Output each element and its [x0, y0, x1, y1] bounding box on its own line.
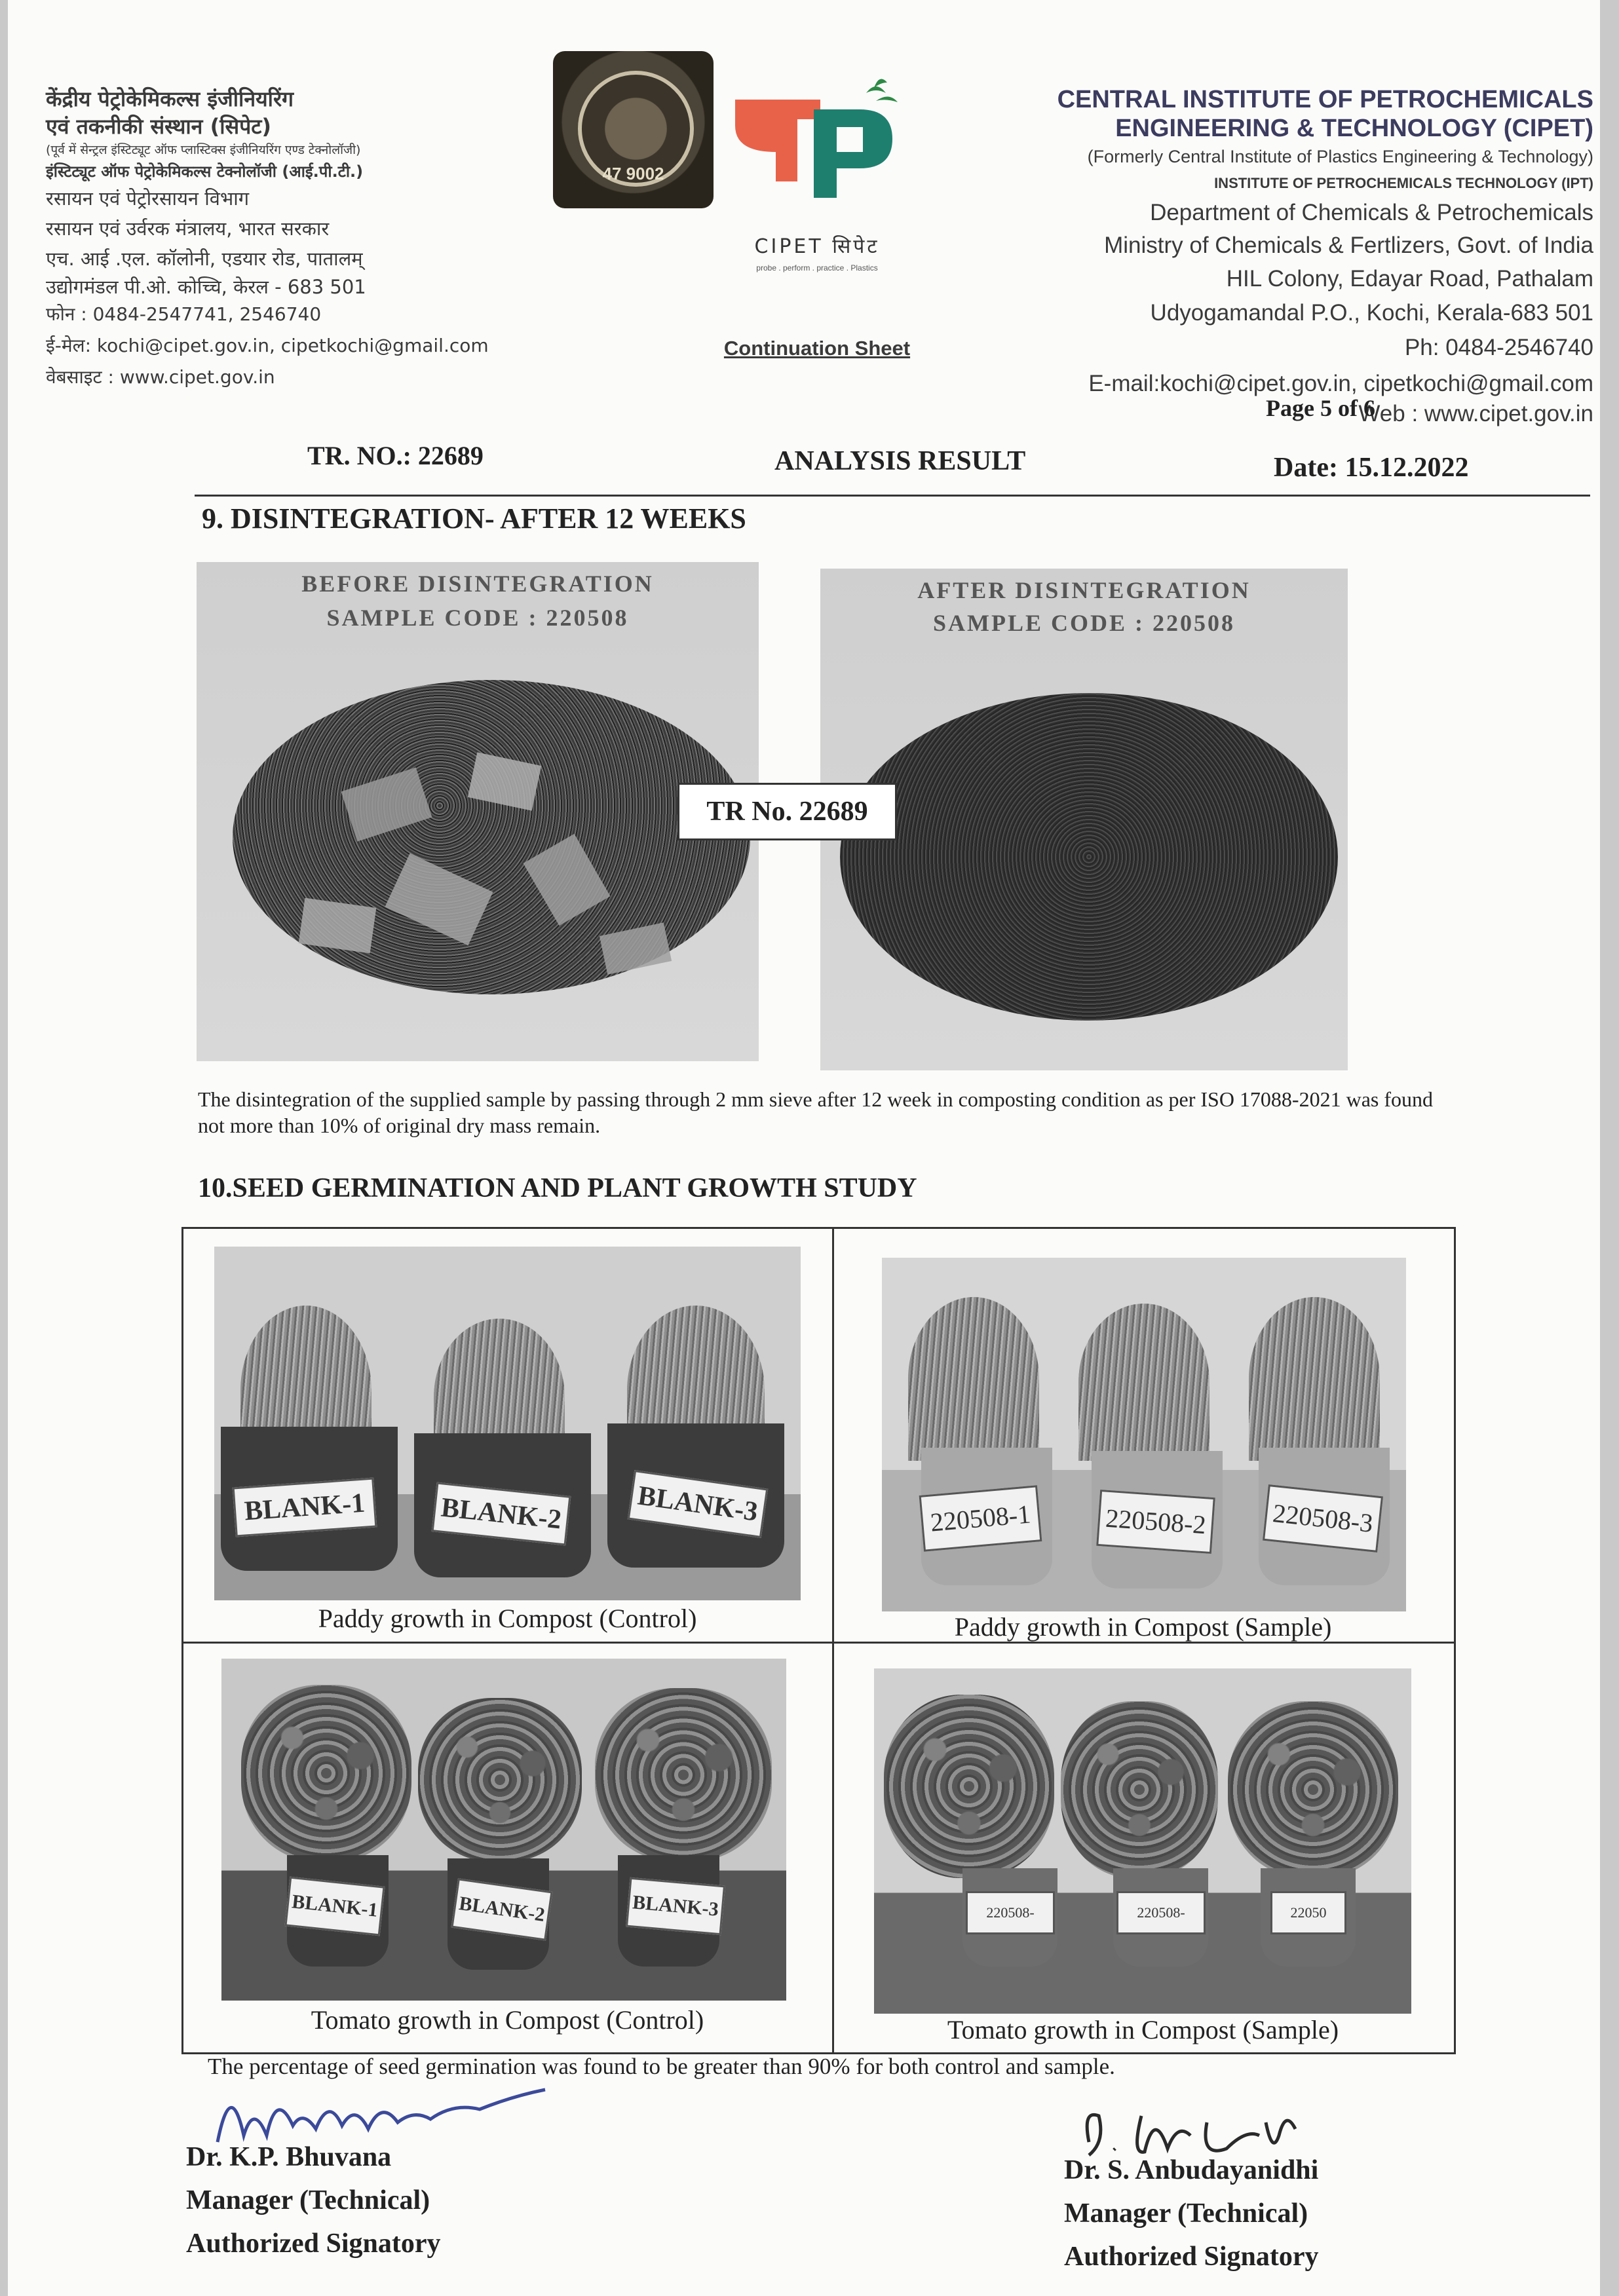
hindi-address-block	[46, 85, 583, 392]
section-9-heading: 9. DISINTEGRATION- AFTER 12 WEEKS	[202, 502, 746, 535]
section-10-heading: 10.SEED GERMINATION AND PLANT GROWTH STUDY	[198, 1173, 917, 1203]
tomato-plant	[884, 1695, 1054, 1878]
pot-label: BLANK-1	[284, 1877, 385, 1936]
signatory-name: Dr. K.P. Bhuvana	[186, 2142, 392, 2172]
hindi-line: एच. आई .एल. कॉलोनी, एडयार रोड, पातालम्	[46, 248, 363, 270]
english-line: CENTRAL INSTITUTE OF PETROCHEMICALS	[1057, 86, 1593, 113]
pot-label: BLANK-3	[626, 1877, 725, 1935]
signatory-role: Manager (Technical)	[1064, 2198, 1308, 2229]
paddy-plants	[908, 1297, 1039, 1461]
tomato-plant	[241, 1685, 411, 1862]
tr-number: TR. NO.: 22689	[307, 441, 484, 470]
hindi-line: ई-मेल: kochi@cipet.gov.in, cipetkochi@gmail.com	[46, 335, 489, 356]
tomato-plant	[418, 1698, 582, 1862]
english-line: ENGINEERING & TECHNOLOGY (CIPET)	[1115, 115, 1593, 142]
english-line: E-mail:kochi@cipet.gov.in, cipetkochi@gmail.com	[1088, 371, 1593, 396]
pot-label: BLANK-1	[233, 1478, 377, 1537]
paddy-control-caption: Paddy growth in Compost (Control)	[318, 1604, 697, 1633]
hologram-text: 47 9002	[602, 164, 664, 183]
tomato-plant	[1228, 1701, 1398, 1878]
signatory-authorization: Authorized Signatory	[186, 2229, 441, 2259]
signatory-name: Dr. S. Anbudayanidhi	[1064, 2155, 1319, 2185]
pot-label: 220508-3	[1263, 1484, 1383, 1553]
english-line: (Formerly Central Institute of Plastics Engineering & Technology)	[1087, 147, 1593, 166]
after-title: AFTER DISINTEGRATION	[917, 577, 1251, 603]
cipet-logo-icon	[722, 73, 912, 204]
pot-label: 220508-2	[1096, 1490, 1215, 1554]
after-code: SAMPLE CODE : 220508	[932, 610, 1235, 636]
signatory-right-block	[1064, 2149, 1319, 2278]
cipet-logo-name: CIPET सिपेट	[754, 235, 880, 258]
tomato-plant	[1061, 1701, 1218, 1878]
english-line: Web : www.cipet.gov.in	[1358, 401, 1593, 426]
disintegration-text: The disintegration of the supplied sample by passing through 2 mm sieve after 12 week in composting condition as per ISO 17088-2021 was found not more than 10% of original dry mass remain.	[198, 1087, 1433, 1137]
analysis-result-title: ANALYSIS RESULT	[774, 446, 1026, 476]
tomato-control-caption: Tomato growth in Compost (Control)	[311, 2005, 704, 2035]
hindi-line: इंस्टिट्यूट ऑफ पेट्रोकेमिकल्स टेक्नोलॉजी (आई.पी.टी.)	[46, 162, 364, 181]
pot-label: 220508-	[966, 1891, 1055, 1934]
before-title: BEFORE DISINTEGRATION	[301, 571, 654, 597]
signatory-left-block	[186, 2136, 441, 2265]
before-code: SAMPLE CODE : 220508	[326, 605, 629, 631]
hindi-line: (पूर्व में सेन्ट्रल इंस्टिट्यूट ऑफ प्लास्टिक्स इंजीनियरिंग एण्ड टेक्नोलॉजी)	[46, 143, 361, 157]
hindi-line: रसायन एवं उर्वरक मंत्रालय, भारत सरकार	[46, 217, 330, 240]
pot-label: BLANK-3	[628, 1470, 769, 1538]
pot-label: 22050	[1270, 1891, 1346, 1934]
plastic-fragment	[299, 898, 377, 954]
english-line: HIL Colony, Edayar Road, Pathalam	[1226, 266, 1593, 292]
before-disintegration-photo	[197, 562, 759, 1061]
english-line: Udyogamandal P.O., Kochi, Kerala-683 501	[1150, 300, 1593, 326]
signatory-role: Manager (Technical)	[186, 2185, 430, 2215]
paddy-sample-caption: Paddy growth in Compost (Sample)	[954, 1612, 1332, 1642]
hindi-line: एवं तकनीकी संस्थान (सिपेट)	[46, 114, 272, 139]
cipet-logo	[722, 73, 912, 283]
english-line: Ministry of Chemicals & Fertlizers, Govt. of India	[1104, 233, 1593, 258]
page-number: Page 5 of 6	[1266, 395, 1375, 421]
paddy-control-photo	[214, 1247, 801, 1600]
english-line: Department of Chemicals & Petrochemicals	[1150, 200, 1593, 225]
tomato-sample-caption: Tomato growth in Compost (Sample)	[947, 2015, 1339, 2044]
paddy-sample-photo	[882, 1258, 1406, 1611]
pot-label: 220508-	[1116, 1891, 1206, 1934]
tomato-plant	[595, 1688, 772, 1862]
hindi-line: केंद्रीय पेट्रोकेमिकल्स इंजीनियरिंग	[46, 86, 294, 111]
germination-conclusion: The percentage of seed germination was found to be greater than 90% for both control and sample.	[208, 2054, 1115, 2079]
paddy-plants	[1078, 1304, 1209, 1461]
report-date: Date: 15.12.2022	[1274, 453, 1469, 483]
english-line: INSTITUTE OF PETROCHEMICALS TECHNOLOGY (IPT)	[1214, 175, 1593, 191]
compost-pile	[840, 693, 1338, 1021]
document-page	[8, 0, 1600, 2296]
hindi-line: उद्योगमंडल पी.ओ. कोच्चि, केरल - 683 501	[46, 276, 366, 298]
hologram-seal	[553, 51, 714, 208]
compost-pile-with-film	[233, 680, 750, 994]
english-line: Ph: 0484-2546740	[1404, 335, 1593, 360]
pot-label: BLANK-2	[451, 1878, 552, 1941]
hindi-line: फोन : 0484-2547741, 2546740	[46, 303, 322, 325]
tomato-control-photo	[221, 1659, 786, 2001]
pot-label: 220508-1	[919, 1485, 1042, 1551]
paddy-plants	[1249, 1297, 1380, 1461]
tr-stamp: TR No. 22689	[677, 783, 897, 840]
hindi-line: रसायन एवं पेट्रोरसायन विभाग	[46, 187, 250, 210]
header-divider	[195, 495, 1590, 497]
pot-label: BLANK-2	[432, 1482, 571, 1545]
signatory-authorization: Authorized Signatory	[1064, 2242, 1319, 2272]
tomato-sample-photo	[874, 1668, 1411, 2014]
cipet-logo-tagline: probe . perform . practice . Plastics	[756, 263, 878, 273]
after-disintegration-photo	[820, 569, 1348, 1070]
hindi-line: वेबसाइट : www.cipet.gov.in	[46, 366, 275, 388]
continuation-sheet-label: Continuation Sheet	[723, 337, 911, 360]
english-address-block	[912, 85, 1593, 426]
